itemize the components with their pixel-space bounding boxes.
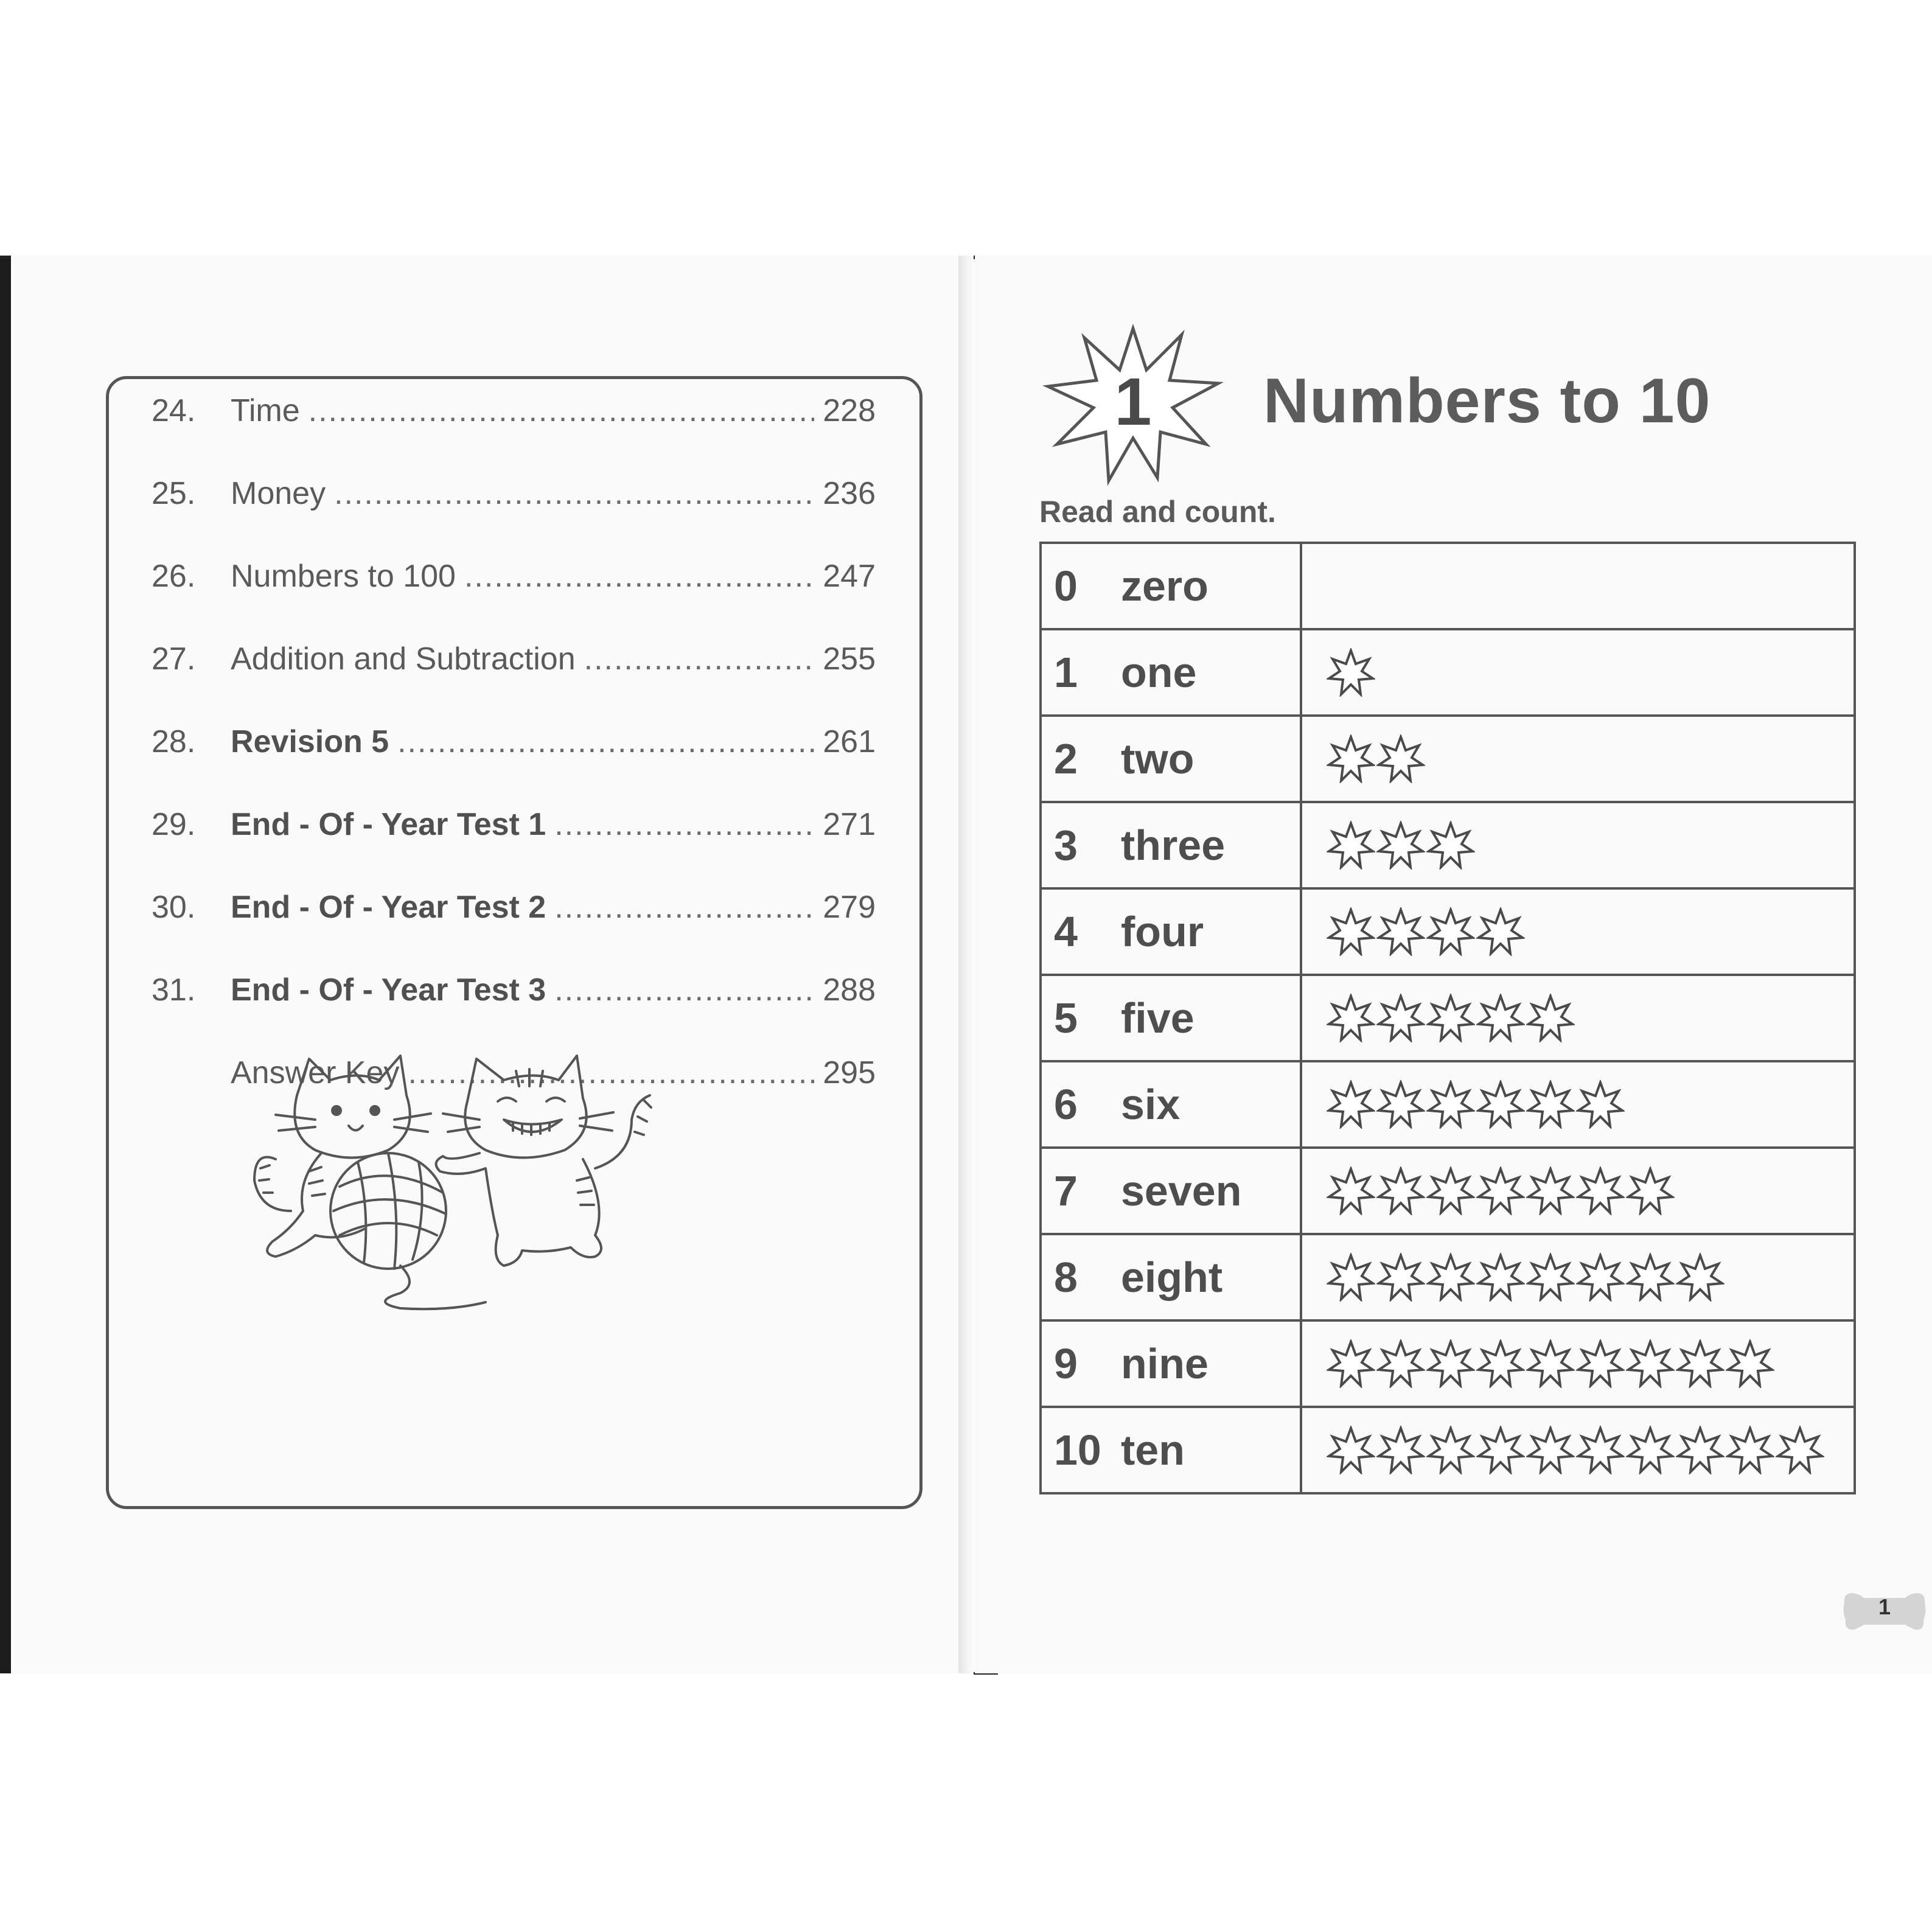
star-icon <box>1626 1426 1675 1474</box>
star-icon <box>1576 1167 1625 1215</box>
star-icon <box>1476 1167 1525 1215</box>
toc-entry-title: Addition and Subtraction <box>231 641 576 677</box>
toc-entry <box>152 806 876 849</box>
stars-cell <box>1301 543 1855 629</box>
toc-dot-leader <box>334 475 814 512</box>
star-icon <box>1426 1339 1475 1388</box>
star-icon <box>1526 1426 1575 1474</box>
number-digit: 10 <box>1054 1426 1101 1474</box>
toc-entry-number: 28. <box>152 724 196 759</box>
stars-cell <box>1301 888 1855 975</box>
star-icon <box>1376 1167 1425 1215</box>
number-word: five <box>1121 994 1194 1042</box>
toc-dot-leader <box>584 641 815 677</box>
toc-entry <box>152 972 876 1014</box>
star-icon <box>1376 1426 1425 1474</box>
toc-entry-page: 271 <box>823 807 876 842</box>
toc-entry-title: Time <box>231 393 300 428</box>
toc-entry-number: 25. <box>152 476 196 511</box>
number-word-cell <box>1041 1148 1301 1234</box>
toc-entry <box>152 641 876 683</box>
star-icon <box>1526 1339 1575 1388</box>
star-icon <box>1327 734 1375 783</box>
toc-entry-page: 255 <box>823 641 876 677</box>
star-icon <box>1426 1080 1475 1129</box>
star-icon <box>1327 907 1375 956</box>
star-icon <box>1376 1080 1425 1129</box>
number-word-cell <box>1041 975 1301 1061</box>
star-icon <box>1376 821 1425 870</box>
number-word: seven <box>1121 1167 1242 1215</box>
number-word: zero <box>1121 562 1208 610</box>
toc-entry-number: 27. <box>152 641 196 677</box>
chapter-number: 1 <box>1114 364 1152 439</box>
toc-entry-number: 31. <box>152 972 196 1008</box>
edge-mark <box>0 256 11 259</box>
star-icon <box>1476 1080 1525 1129</box>
number-digit: 1 <box>1054 649 1078 696</box>
chapter-title: Numbers to 10 <box>1263 366 1711 436</box>
star-icon <box>1426 1167 1475 1215</box>
toc-entry-title: Numbers to 100 <box>231 559 456 594</box>
star-icon <box>1327 1253 1375 1302</box>
star-icon <box>1376 1339 1425 1388</box>
number-word: nine <box>1121 1340 1208 1387</box>
number-word-cell <box>1041 802 1301 888</box>
stars-cell <box>1301 1407 1855 1493</box>
toc-entry-number: 29. <box>152 807 196 842</box>
star-icon <box>1576 1080 1625 1129</box>
cats-yarn-icon <box>218 1010 753 1314</box>
star-icon <box>1376 994 1425 1042</box>
number-word-cell <box>1041 716 1301 802</box>
right-page <box>975 256 1932 1673</box>
star-icon <box>1526 994 1575 1042</box>
star-icon <box>1476 1253 1525 1302</box>
star-icon <box>1327 1426 1375 1474</box>
star-icon <box>1376 907 1425 956</box>
stars-cell <box>1301 1234 1855 1320</box>
count-row <box>1041 888 1855 975</box>
number-digit: 2 <box>1054 735 1078 783</box>
number-word-cell <box>1041 1234 1301 1320</box>
toc-entry-page: 261 <box>823 724 876 759</box>
number-word: one <box>1121 649 1197 696</box>
star-icon <box>1426 821 1475 870</box>
toc-entry-title: Revision 5 <box>231 724 389 759</box>
number-digit: 7 <box>1054 1167 1078 1215</box>
toc-entry-number: 26. <box>152 559 196 594</box>
star-icon <box>1676 1339 1725 1388</box>
number-word-cell <box>1041 1407 1301 1493</box>
star-icon <box>1626 1253 1675 1302</box>
star-icon <box>1476 907 1525 956</box>
star-icon <box>1626 1339 1675 1388</box>
star-icon <box>1526 1167 1575 1215</box>
star-icon <box>1426 1253 1475 1302</box>
toc-dot-leader <box>554 972 814 1008</box>
count-row <box>1041 1148 1855 1234</box>
star-icon <box>1726 1339 1774 1388</box>
number-digit: 9 <box>1054 1340 1078 1387</box>
star-icon <box>1476 994 1525 1042</box>
count-row <box>1041 1407 1855 1493</box>
toc-entry-title: End - Of - Year Test 1 <box>231 807 546 842</box>
toc-dot-leader <box>397 724 814 760</box>
toc-entry <box>152 724 876 766</box>
count-row <box>1041 975 1855 1061</box>
toc-entry-page: 236 <box>823 476 876 511</box>
toc-entry-page: 295 <box>823 1055 876 1090</box>
toc-entry-title: End - Of - Year Test 3 <box>231 972 546 1008</box>
stars-cell <box>1301 975 1855 1061</box>
star-icon <box>1676 1426 1725 1474</box>
stars-cell <box>1301 802 1855 888</box>
star-icon <box>1327 648 1375 697</box>
star-icon <box>1327 821 1375 870</box>
page-number: 1 <box>1878 1594 1891 1619</box>
number-word-cell <box>1041 1061 1301 1148</box>
toc-entry <box>152 475 876 518</box>
number-word: four <box>1121 908 1204 955</box>
chapter-burst-icon <box>1042 323 1224 487</box>
toc-dot-leader <box>464 558 814 595</box>
count-row <box>1041 1061 1855 1148</box>
count-table <box>1039 542 1856 1494</box>
number-word: six <box>1121 1081 1180 1128</box>
toc-dot-leader <box>309 392 815 429</box>
toc-entry-page: 228 <box>823 393 876 428</box>
star-icon <box>1327 1339 1375 1388</box>
star-icon <box>1776 1426 1824 1474</box>
star-icon <box>1576 1426 1625 1474</box>
stars-cell <box>1301 629 1855 716</box>
number-digit: 4 <box>1054 908 1078 955</box>
number-word: two <box>1121 735 1194 783</box>
toc-entry-page: 247 <box>823 559 876 594</box>
stars-cell <box>1301 716 1855 802</box>
star-icon <box>1327 1167 1375 1215</box>
star-icon <box>1327 1080 1375 1129</box>
number-digit: 8 <box>1054 1254 1078 1301</box>
toc-entry-title: End - Of - Year Test 2 <box>231 890 546 925</box>
left-page <box>0 256 961 1673</box>
toc-entry <box>152 392 876 435</box>
number-digit: 5 <box>1054 994 1078 1042</box>
star-icon <box>1476 1426 1525 1474</box>
number-digit: 3 <box>1054 821 1078 869</box>
count-row <box>1041 543 1855 629</box>
number-word: eight <box>1121 1254 1223 1301</box>
stars-cell <box>1301 1148 1855 1234</box>
count-row <box>1041 802 1855 888</box>
toc-entry <box>152 889 876 932</box>
number-digit: 0 <box>1054 562 1078 610</box>
number-digit: 6 <box>1054 1081 1078 1128</box>
star-icon <box>1626 1167 1675 1215</box>
stars-cell <box>1301 1061 1855 1148</box>
number-word-cell <box>1041 1320 1301 1407</box>
toc-entry-title: Answer Key <box>231 1055 400 1090</box>
toc-dot-leader <box>554 806 814 843</box>
star-icon <box>1327 994 1375 1042</box>
number-word-cell <box>1041 543 1301 629</box>
toc-entry-number: 24. <box>152 393 196 428</box>
toc-entry-page: 279 <box>823 890 876 925</box>
toc-entry-title: Money <box>231 476 326 511</box>
star-icon <box>1676 1253 1725 1302</box>
number-word: ten <box>1121 1426 1185 1474</box>
count-row <box>1041 1320 1855 1407</box>
star-icon <box>1476 1339 1525 1388</box>
count-row <box>1041 716 1855 802</box>
star-icon <box>1426 907 1475 956</box>
instruction-text: Read and count. <box>1039 495 1276 529</box>
count-row <box>1041 1234 1855 1320</box>
count-row <box>1041 629 1855 716</box>
star-icon <box>1426 1426 1475 1474</box>
number-word: three <box>1121 821 1226 869</box>
toc-dot-leader <box>554 889 814 926</box>
star-icon <box>1376 1253 1425 1302</box>
star-icon <box>1576 1339 1625 1388</box>
toc-entry <box>152 558 876 601</box>
toc-entry-number: 30. <box>152 890 196 925</box>
star-icon <box>1426 994 1475 1042</box>
toc-entry-page: 288 <box>823 972 876 1008</box>
number-word-cell <box>1041 888 1301 975</box>
star-icon <box>1376 734 1425 783</box>
stars-cell <box>1301 1320 1855 1407</box>
star-icon <box>1576 1253 1625 1302</box>
number-word-cell <box>1041 629 1301 716</box>
book-gutter <box>958 256 977 1673</box>
star-icon <box>1726 1426 1774 1474</box>
star-icon <box>1526 1080 1575 1129</box>
star-icon <box>1526 1253 1575 1302</box>
table-of-contents-box <box>106 376 922 1509</box>
